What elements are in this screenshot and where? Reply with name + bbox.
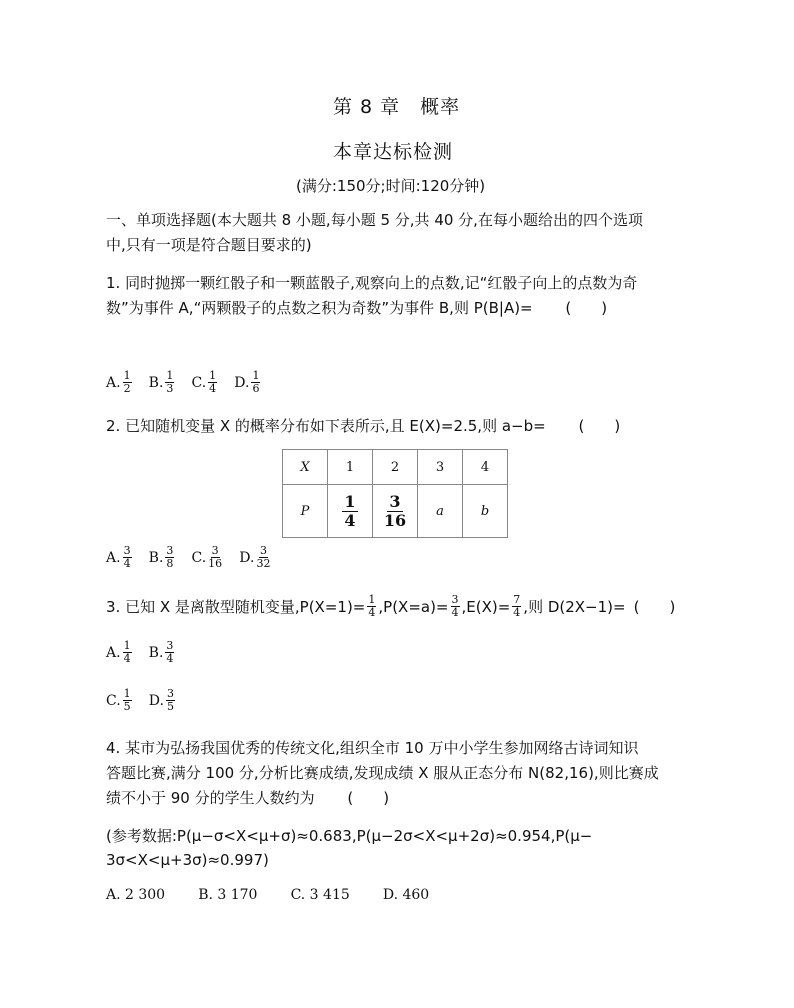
q1-options xyxy=(106,370,272,395)
q1-line2 xyxy=(106,298,607,318)
chapter-title: 第 8 章 概率 xyxy=(333,96,461,118)
q2-option-c[interactable]: C. $\frac{3}{16}$ xyxy=(191,544,223,570)
table-cell-p1: $\frac{1}{4}$ xyxy=(328,485,373,538)
q4-option-a[interactable]: A. 2 300 xyxy=(106,887,166,903)
q2-answer-paren: ( ) xyxy=(578,417,621,435)
q2-option-b[interactable]: B. $\frac{3}{8}$ xyxy=(148,544,174,570)
q3-prefix: 3. 已知 X 是离散型随机变量,P(X=1)= xyxy=(106,597,366,616)
q2-line1-text: 2. 已知随机变量 X 的概率分布如下表所示,且 E(X)=2.5,则 a−b= xyxy=(106,417,546,435)
q3-option-c[interactable]: C. $\frac{1}{5}$ xyxy=(106,687,131,713)
q1-option-a[interactable]: A. $\frac{1}{2}$ xyxy=(106,369,131,395)
q1-option-b[interactable]: B. $\frac{1}{3}$ xyxy=(148,369,174,395)
q2-option-a[interactable]: A. $\frac{3}{4}$ xyxy=(106,544,131,570)
q3-line1 xyxy=(106,594,675,619)
q1-line1: 1. 同时抛掷一颗红骰子和一颗蓝骰子,观察向上的点数,记“红骰子向上的点数为奇 xyxy=(106,274,638,292)
q3-option-d[interactable]: D. $\frac{3}{5}$ xyxy=(148,687,174,713)
q3-mid2: ,E(X)= xyxy=(461,597,511,616)
table-cell-x-label: X xyxy=(283,450,328,485)
table-cell-x4: 4 xyxy=(463,450,508,485)
q4-reference-line2: 3σ<X<μ+3σ)≈0.997) xyxy=(106,851,269,869)
table-cell-x2: 2 xyxy=(373,450,418,485)
probability-distribution-table xyxy=(282,449,508,538)
score-info: (满分:150分;时间:120分钟) xyxy=(296,177,486,195)
q2-options xyxy=(106,545,282,570)
q3-option-a[interactable]: A. $\frac{1}{4}$ xyxy=(106,639,131,665)
table-cell-p-label: P xyxy=(283,485,328,538)
q2-option-d[interactable]: D. $\frac{3}{32}$ xyxy=(239,544,271,570)
q4-option-d[interactable]: D. 460 xyxy=(382,887,430,903)
q4-option-b[interactable]: B. 3 170 xyxy=(198,887,258,903)
q3-frac-3: $\frac{7}{4}$ xyxy=(513,593,521,619)
q1-line2-text: 数”为事件 A,“两颗骰子的点数之积为奇数”为事件 B,则 P(B|A)= xyxy=(106,299,533,317)
q4-line1: 4. 某市为弘扬我国优秀的传统文化,组织全市 10 万中小学生参加网络古诗词知识 xyxy=(106,739,639,757)
q4-option-c[interactable]: C. 3 415 xyxy=(290,887,350,903)
part-heading-line1: 一、单项选择题(本大题共 8 小题,每小题 5 分,共 40 分,在每小题给出的四个选项 xyxy=(106,211,643,229)
table-cell-p4: b xyxy=(463,485,508,538)
q3-options-row1 xyxy=(106,640,186,665)
table-cell-x1: 1 xyxy=(328,450,373,485)
table-cell-p3: a xyxy=(418,485,463,538)
q4-line3-text: 绩不小于 90 分的学生人数约为 xyxy=(106,789,315,807)
part-heading-line2: 中,只有一项是符合题目要求的) xyxy=(106,236,312,254)
q3-frac-2: $\frac{3}{4}$ xyxy=(451,593,459,619)
q3-answer-paren: ( ) xyxy=(633,597,676,616)
q3-mid1: ,P(X=a)= xyxy=(378,597,449,616)
q3-frac-1: $\frac{1}{4}$ xyxy=(368,593,376,619)
q4-reference-line1: (参考数据:P(μ−σ<X<μ+σ)≈0.683,P(μ−2σ<X<μ+2σ)≈0.954,P(μ− xyxy=(106,827,593,845)
q1-answer-paren: ( ) xyxy=(565,299,608,317)
section-title: 本章达标检测 xyxy=(333,141,454,163)
q3-option-b[interactable]: B. $\frac{3}{4}$ xyxy=(148,639,174,665)
q4-line2: 答题比赛,满分 100 分,分析比赛成绩,发现成绩 X 服从正态分布 N(82,16),则比赛成 xyxy=(106,764,659,782)
q2-line1 xyxy=(106,416,620,436)
q4-answer-paren: ( ) xyxy=(347,789,390,807)
q3-options-row2 xyxy=(106,688,187,713)
q4-options xyxy=(106,884,439,903)
q4-line3 xyxy=(106,788,389,808)
q1-option-d[interactable]: D. $\frac{1}{6}$ xyxy=(234,369,260,395)
q3-suffix: ,则 D(2X−1)= xyxy=(523,597,626,616)
table-cell-p2: $\frac{3}{16}$ xyxy=(373,485,418,538)
table-cell-x3: 3 xyxy=(418,450,463,485)
q1-option-c[interactable]: C. $\frac{1}{4}$ xyxy=(191,369,217,395)
